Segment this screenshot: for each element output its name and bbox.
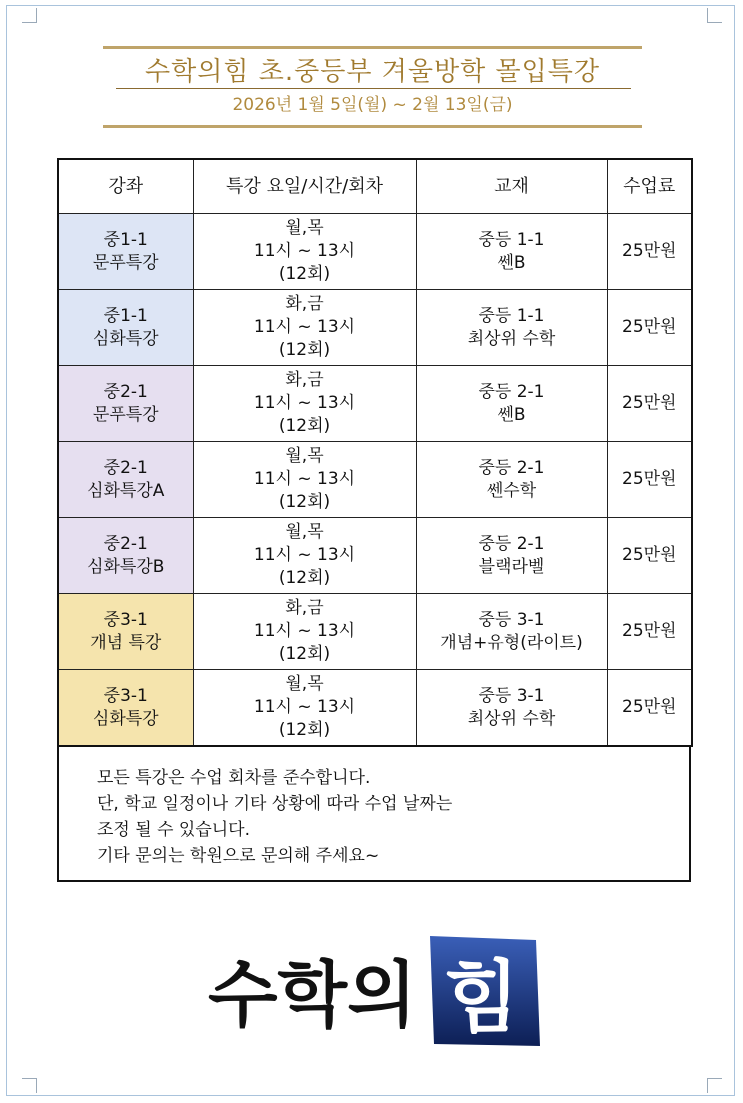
crop-mark: [22, 1078, 37, 1093]
course-cell-line: 중2-1: [103, 457, 148, 478]
book-cell-line: 최상위 수학: [467, 328, 556, 349]
book-cell: [416, 670, 607, 747]
schedule-cell-line: (12회): [278, 720, 331, 740]
table-header-row: [58, 159, 692, 214]
logo-text-main: 수학의: [208, 953, 417, 1037]
page-subtitle: 2026년 1월 5일(월) ~ 2월 13일(금): [232, 95, 513, 115]
table-row: [58, 594, 692, 670]
fee-cell: 25만원: [607, 670, 692, 747]
notice-line: 조정 될 수 있습니다.: [97, 820, 250, 840]
fee-cell: 25만원: [607, 366, 692, 442]
schedule-cell-line: 11시 ~ 13시: [253, 317, 356, 337]
book-cell-line: 중등 1-1: [478, 229, 545, 250]
schedule-cell-line: 월,목: [285, 218, 324, 238]
course-cell: [58, 366, 193, 442]
book-cell: [416, 290, 607, 366]
book-cell-line: 중등 1-1: [478, 305, 545, 326]
book-cell: [416, 442, 607, 518]
course-table-wrap: [57, 158, 691, 747]
book-cell-line: 쎈B: [497, 252, 526, 273]
fee-cell: 25만원: [607, 290, 692, 366]
course-cell-line: 문푸특강: [92, 252, 159, 273]
book-cell: [416, 214, 607, 290]
schedule-cell-line: 월,목: [285, 446, 324, 466]
schedule-cell-line: (12회): [278, 492, 331, 512]
schedule-cell-line: 화,금: [285, 370, 324, 390]
header-book: 교재: [416, 159, 607, 214]
crop-mark: [22, 8, 37, 23]
table-row: [58, 518, 692, 594]
brush-calligraphy-logo: [198, 928, 548, 1048]
book-cell-line: 최상위 수학: [467, 708, 556, 729]
course-cell: [58, 670, 193, 747]
schedule-cell-line: (12회): [278, 416, 331, 436]
schedule-cell-line: 화,금: [285, 294, 324, 314]
course-cell-line: 중2-1: [103, 381, 148, 402]
course-cell-line: 심화특강: [92, 708, 159, 729]
notice-line: 단, 학교 일정이나 기타 상황에 따라 수업 날짜는: [97, 794, 453, 814]
fee-cell: 25만원: [607, 594, 692, 670]
fee-cell: 25만원: [607, 518, 692, 594]
schedule-cell: [193, 594, 416, 670]
book-cell-line: 쎈B: [497, 404, 526, 425]
course-cell-line: 중3-1: [103, 609, 148, 630]
course-cell: [58, 518, 193, 594]
logo-text-badge: 힘: [444, 953, 520, 1043]
schedule-cell-line: 11시 ~ 13시: [253, 469, 356, 489]
table-row: [58, 366, 692, 442]
course-cell-line: 개념 특강: [90, 632, 162, 653]
title-underline: [116, 88, 631, 89]
course-cell-line: 문푸특강: [92, 404, 159, 425]
schedule-cell: [193, 442, 416, 518]
book-cell-line: 중등 2-1: [478, 457, 545, 478]
course-cell-line: 심화특강A: [87, 480, 165, 501]
table-body: [58, 214, 692, 747]
title-top-rule: [103, 46, 642, 49]
schedule-cell-line: 11시 ~ 13시: [253, 621, 356, 641]
book-cell-line: 중등 3-1: [478, 609, 545, 630]
course-cell: [58, 594, 193, 670]
schedule-cell-line: 11시 ~ 13시: [253, 393, 356, 413]
course-cell: [58, 442, 193, 518]
schedule-cell-line: (12회): [278, 568, 331, 588]
course-table: [57, 158, 693, 747]
schedule-cell-line: 11시 ~ 13시: [253, 545, 356, 565]
schedule-cell: [193, 518, 416, 594]
table-row: [58, 290, 692, 366]
course-cell-line: 중3-1: [103, 685, 148, 706]
book-cell: [416, 366, 607, 442]
schedule-cell: [193, 670, 416, 747]
fee-cell: 25만원: [607, 442, 692, 518]
book-cell: [416, 594, 607, 670]
crop-mark: [707, 8, 722, 23]
course-cell-line: 심화특강B: [87, 556, 165, 577]
schedule-cell-line: 월,목: [285, 522, 324, 542]
course-cell-line: 심화특강: [92, 328, 159, 349]
schedule-cell-line: 11시 ~ 13시: [253, 241, 356, 261]
schedule-cell-line: (12회): [278, 340, 331, 360]
schedule-cell-line: (12회): [278, 644, 331, 664]
table-row: [58, 670, 692, 747]
schedule-cell: [193, 290, 416, 366]
book-cell-line: 쎈수학: [486, 480, 537, 501]
notice-box: [57, 745, 691, 882]
table-row: [58, 442, 692, 518]
schedule-cell-line: (12회): [278, 264, 331, 284]
crop-mark: [707, 1078, 722, 1093]
schedule-cell-line: 화,금: [285, 598, 324, 618]
schedule-cell-line: 월,목: [285, 674, 324, 694]
table-row: [58, 214, 692, 290]
book-cell-line: 중등 2-1: [478, 381, 545, 402]
schedule-cell: [193, 214, 416, 290]
course-cell: [58, 214, 193, 290]
schedule-cell: [193, 366, 416, 442]
header-schedule: 특강 요일/시간/회차: [193, 159, 416, 214]
book-cell: [416, 518, 607, 594]
schedule-cell-line: 11시 ~ 13시: [253, 697, 356, 717]
book-cell-line: 중등 3-1: [478, 685, 545, 706]
title-bottom-rule: [103, 125, 642, 128]
course-cell-line: 중1-1: [103, 305, 148, 326]
notice-line: 기타 문의는 학원으로 문의해 주세요~: [97, 846, 380, 866]
book-cell-line: 블랙라벨: [478, 556, 545, 577]
fee-cell: 25만원: [607, 214, 692, 290]
course-cell: [58, 290, 193, 366]
course-cell-line: 중2-1: [103, 533, 148, 554]
course-cell-line: 중1-1: [103, 229, 148, 250]
book-cell-line: 개념+유형(라이트): [440, 632, 583, 653]
header-fee: 수업료: [607, 159, 692, 214]
page-title: 수학의힘 초.중등부 겨울방학 몰입특강: [145, 57, 600, 87]
book-cell-line: 중등 2-1: [478, 533, 545, 554]
header-course: 강좌: [58, 159, 193, 214]
notice-line: 모든 특강은 수업 회차를 준수합니다.: [97, 768, 371, 788]
